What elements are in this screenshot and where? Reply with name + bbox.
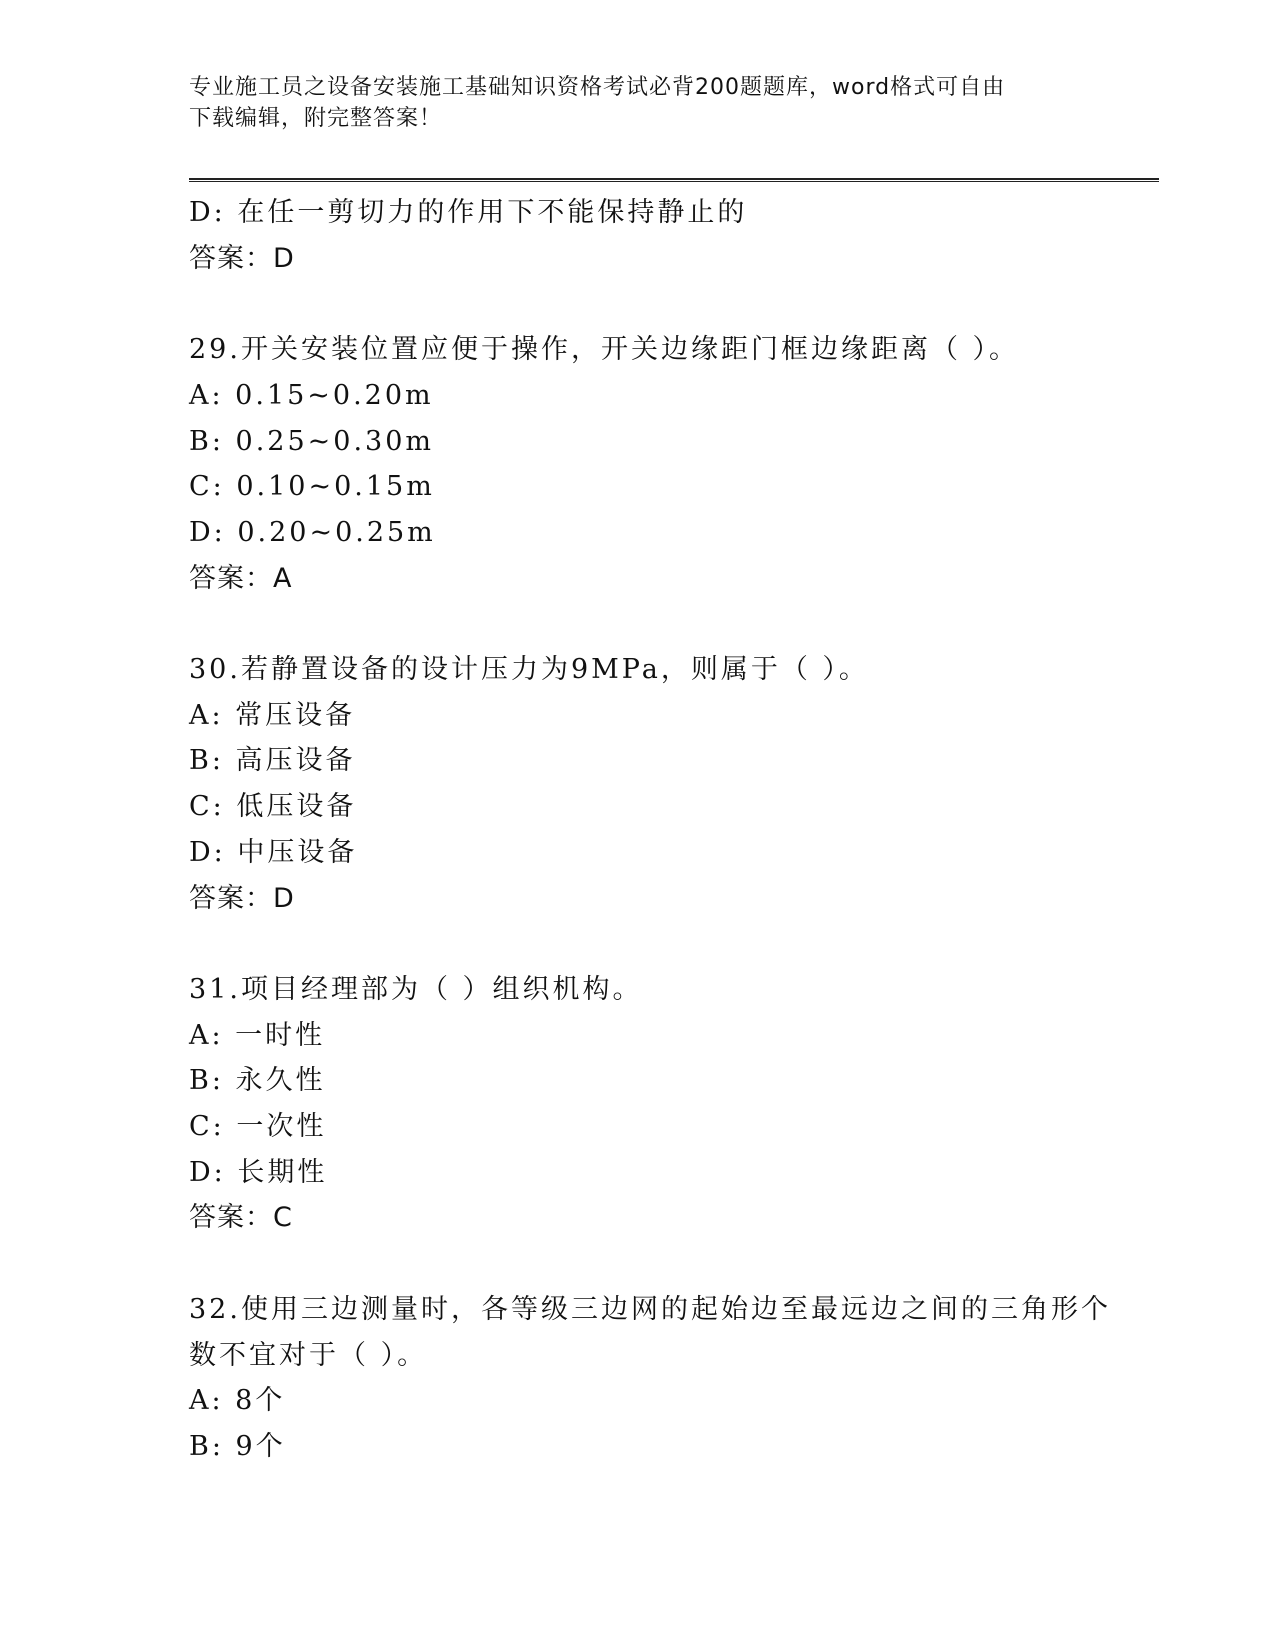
- question-stem-line-2: 数不宜对于（ ）。: [189, 1339, 428, 1371]
- option-b: B: 9个: [189, 1430, 286, 1462]
- option-b: B: 0.25~0.30m: [189, 425, 434, 457]
- option-d: D: 长期性: [189, 1156, 328, 1188]
- spacer: [189, 1241, 1089, 1287]
- question-stem: 31.项目经理部为（ ）组织机构。: [189, 973, 643, 1005]
- answer-line: 答案：A: [189, 562, 293, 594]
- question-29: [189, 327, 1089, 601]
- header-line-1: 专业施工员之设备安装施工基础知识资格考试必背200题题库，word格式可自由: [189, 75, 1006, 100]
- option-a: A: 8个: [189, 1385, 286, 1417]
- spacer: [189, 281, 1089, 327]
- question-stem-line-1: 32.使用三边测量时，各等级三边网的起始边至最远边之间的三角形个: [189, 1293, 1111, 1325]
- option-d: D: 中压设备: [189, 836, 358, 868]
- option-b: B: 永久性: [189, 1065, 326, 1097]
- option-a: A: 一时性: [189, 1019, 326, 1051]
- option-a: A: 0.15~0.20m: [189, 379, 434, 411]
- option-c: C: 0.10~0.15m: [189, 471, 435, 503]
- question-28-tail: [189, 190, 1089, 281]
- header-divider: [189, 178, 1159, 182]
- answer-line: 答案：D: [189, 242, 295, 274]
- option-d: D: 在任一剪切力的作用下不能保持静止的: [189, 197, 748, 228]
- answer-line: 答案：D: [189, 882, 295, 914]
- option-d: D: 0.20~0.25m: [189, 516, 436, 548]
- question-stem: 29.开关安装位置应便于操作，开关边缘距门框边缘距离（ ）。: [189, 334, 1020, 366]
- header-line-2: 下载编辑，附完整答案！: [189, 106, 443, 131]
- question-stem: 30.若静置设备的设计压力为9MPa，则属于（ ）。: [189, 654, 869, 685]
- spacer: [189, 601, 1089, 647]
- question-32: [189, 1287, 1111, 1470]
- option-c: C: 低压设备: [189, 791, 357, 823]
- answer-line: 答案：C: [189, 1202, 293, 1234]
- spacer: [189, 921, 1089, 967]
- question-30: [189, 647, 1089, 921]
- question-list: [189, 190, 1111, 1470]
- option-b: B: 高压设备: [189, 745, 356, 777]
- option-a: A: 常压设备: [189, 699, 356, 731]
- question-31: [189, 967, 1089, 1241]
- document-header: [189, 72, 1079, 134]
- option-c: C: 一次性: [189, 1111, 327, 1143]
